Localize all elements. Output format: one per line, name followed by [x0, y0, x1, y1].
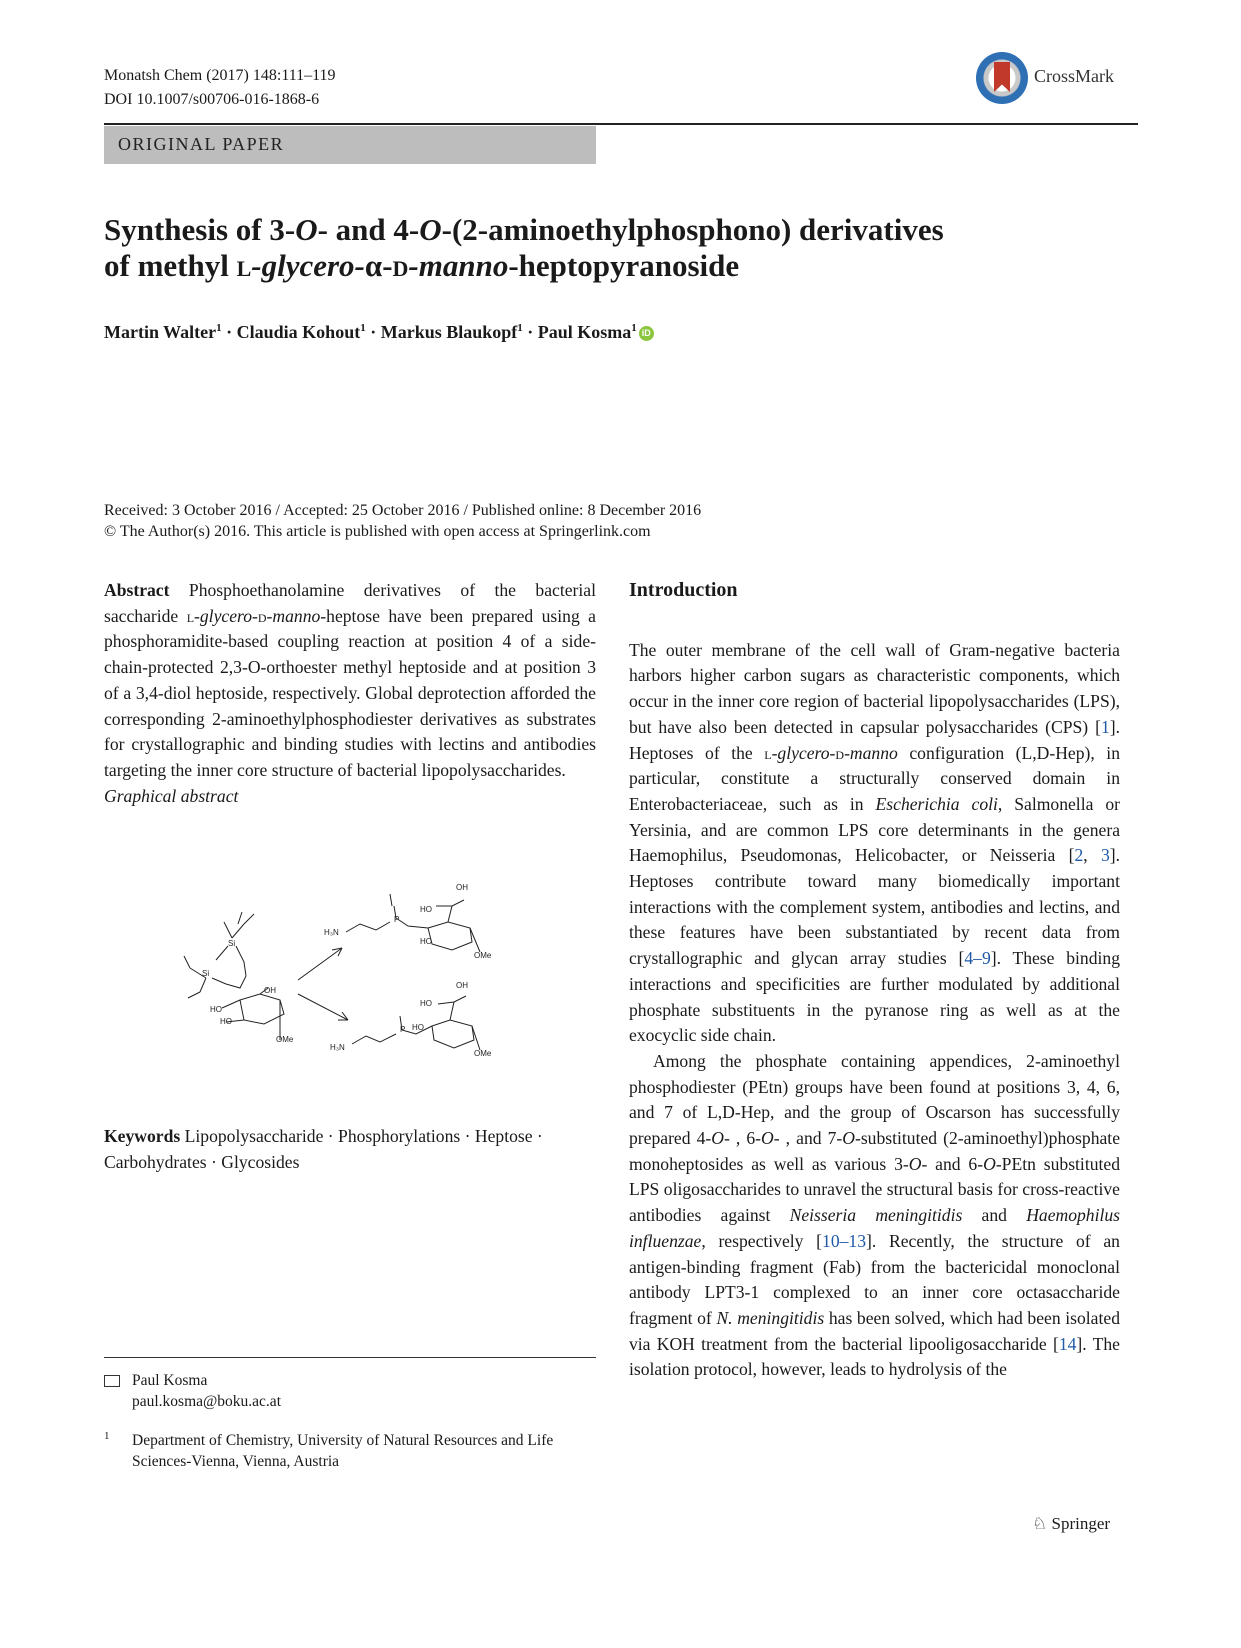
section-label: ORIGINAL PAPER	[118, 134, 285, 154]
journal-citation	[104, 64, 336, 112]
citation-link[interactable]: 2	[1074, 845, 1084, 866]
svg-text:P: P	[400, 1025, 406, 1034]
abstract-label: Abstract	[104, 580, 170, 600]
affiliation-number: 1	[104, 1430, 110, 1442]
author-name[interactable]: Paul Kosma	[537, 322, 632, 342]
citation-link[interactable]: 3	[1100, 845, 1110, 866]
envelope-icon	[104, 1375, 120, 1387]
author-name[interactable]: Martin Walter	[104, 322, 217, 342]
correspondence-email[interactable]: paul.kosma@boku.ac.at	[132, 1393, 281, 1410]
author-list: Martin Walter$^1$ · Claudia Kohout$^1$ · Markus Blaukopf$^1$ · Paul Kosma$^1$ iD	[104, 322, 654, 343]
crossmark-label: CrossMark	[1034, 66, 1114, 86]
introduction-paragraph: The outer membrane of the cell wall of Gram-negative bacteria harbors higher carbon sugars as characteristic components, which occur in the inner core region of bacterial lipopolysaccharides (LPS), but have also been detected in capsular polysaccharides (CPS) [1]. Heptoses of the l-glycero-d-manno configuration (L,D-Hep), in particular, constitute a structurally conserved domain in Enterobacteriaceae, such as in Escherichia coli, Salmonella or Yersinia, and are common LPS core determinants in the genera Haemophilus, Pseudomonas, Helicobacter, or Neisseria [2, 3]. Heptoses contribute toward many biomedically important interactions with the complement system, antibodies and lectins, and these features have been substantiated by recent data from crystallographic and glycan array studies [4–9]. These binding interactions and specificities are further modulated by additional phosphate substituents in the pyranose ring as well as at the exocyclic side chain.	[629, 639, 1120, 1046]
section-band	[104, 126, 596, 164]
keyword-list: Lipopolysaccharide · Phosphorylations · Heptose · Carbohydrates · Glycosides	[104, 1126, 543, 1172]
footnote-rule	[104, 1357, 596, 1358]
citation-link[interactable]: 10–13	[822, 1230, 867, 1251]
svg-text:OMe: OMe	[474, 1049, 492, 1058]
graphical-abstract-scheme	[180, 880, 540, 1070]
abstract: Abstract Phosphoethanolamine derivatives of the bacterial saccharide l-glycero-d-manno-heptose have been prepared using a phosphoramidite-based coupling reaction at position 4 of a side-chain-protected 2,3-O-orthoester methyl heptoside and at position 3 of a 3,4-diol heptoside, respectively. Global deprotection afforded the corresponding 2-aminoethylphosphodiester derivatives as substrates for crystallographic and binding studies with lectins and antibodies targeting the inner core structure of bacterial lipopolysaccharides. Graphical abstract	[104, 578, 596, 809]
svg-text:HO: HO	[420, 999, 432, 1008]
author-name[interactable]: Claudia Kohout	[236, 322, 361, 342]
svg-text:HO: HO	[420, 937, 432, 946]
correspondence-name: Paul Kosma	[132, 1372, 208, 1389]
paper-title: Synthesis of 3-O- and 4-O-(2-aminoethylphosphono) derivatives of methyl l-glycero-α-d-manno-heptopyranoside	[104, 212, 944, 283]
introduction-paragraph: Among the phosphate containing appendices, 2-aminoethyl phosphodiester (PEtn) groups have been found at positions 3, 4, 6, and 7 of L,D-Hep, and the group of Oscarson has successfully prepared 4-O- , 6-O- , and 7-O-substituted (2-aminoethyl)phosphate monoheptosides as well as various 3-O- and 6-O-PEtn substituted LPS oligosaccharides to unravel the structural basis for cross-reactive antibodies against Neisseria meningitidis and Haemophilus influenzae, respectively [10–13]. Recently, the structure of an antigen-binding fragment (Fab) from the bactericidal monoclonal antibody LPT3-1 complexed to an inner core octasaccharide fragment of N. meningitidis has been solved, which had been isolated via KOH treatment from the bacterial lipooligosaccharide [14]. The isolation protocol, however, leads to hydrolysis of the	[629, 1050, 1121, 1380]
svg-text:HO: HO	[412, 1023, 424, 1032]
svg-text:OMe: OMe	[474, 951, 492, 960]
svg-text:OH: OH	[456, 981, 468, 990]
keywords	[104, 1124, 596, 1175]
citation-link[interactable]: 4–9	[964, 948, 991, 969]
svg-text:OMe: OMe	[276, 1035, 294, 1044]
citation-link[interactable]: 14	[1058, 1333, 1077, 1354]
svg-text:HO: HO	[210, 1005, 222, 1014]
introduction-section	[629, 578, 1120, 1383]
affiliation-text: Department of Chemistry, University of Natural Resources and Life Sciences-Vienna, Vienna, Austria	[132, 1432, 554, 1470]
journal-line: Monatsh Chem (2017) 148:111–119	[104, 67, 336, 84]
keywords-label: Keywords	[104, 1126, 181, 1146]
header-rule	[104, 123, 1138, 125]
copyright-line: © The Author(s) 2016. This article is published with open access at Springerlink.com	[104, 523, 651, 540]
publisher-name: Springer	[1051, 1514, 1111, 1533]
dates-line: Received: 3 October 2016 / Accepted: 25 October 2016 / Published online: 8 December 2016	[104, 502, 702, 519]
crossmark-badge[interactable]	[976, 48, 1126, 108]
citation-link[interactable]: 1	[1100, 716, 1110, 737]
svg-text:H₃N: H₃N	[330, 1043, 345, 1052]
svg-text:HO: HO	[220, 1017, 232, 1026]
publication-dates	[104, 500, 701, 542]
publisher-logo	[1032, 1514, 1110, 1534]
svg-text:Si: Si	[202, 969, 210, 978]
introduction-heading: Introduction	[629, 579, 738, 601]
orcid-icon[interactable]: iD	[639, 326, 654, 341]
svg-text:OH: OH	[264, 986, 276, 995]
graphical-abstract-label: Graphical abstract	[104, 785, 239, 806]
footnotes	[104, 1370, 596, 1472]
svg-text:OH: OH	[456, 883, 468, 892]
doi-line: DOI 10.1007/s00706-016-1868-6	[104, 91, 320, 108]
svg-text:P: P	[394, 915, 400, 924]
springer-horse-icon: ♘	[1032, 1514, 1048, 1533]
svg-text:H₃N: H₃N	[324, 928, 339, 937]
author-name[interactable]: Markus Blaukopf	[380, 322, 518, 342]
svg-text:Si: Si	[228, 939, 236, 948]
svg-text:HO: HO	[420, 905, 432, 914]
